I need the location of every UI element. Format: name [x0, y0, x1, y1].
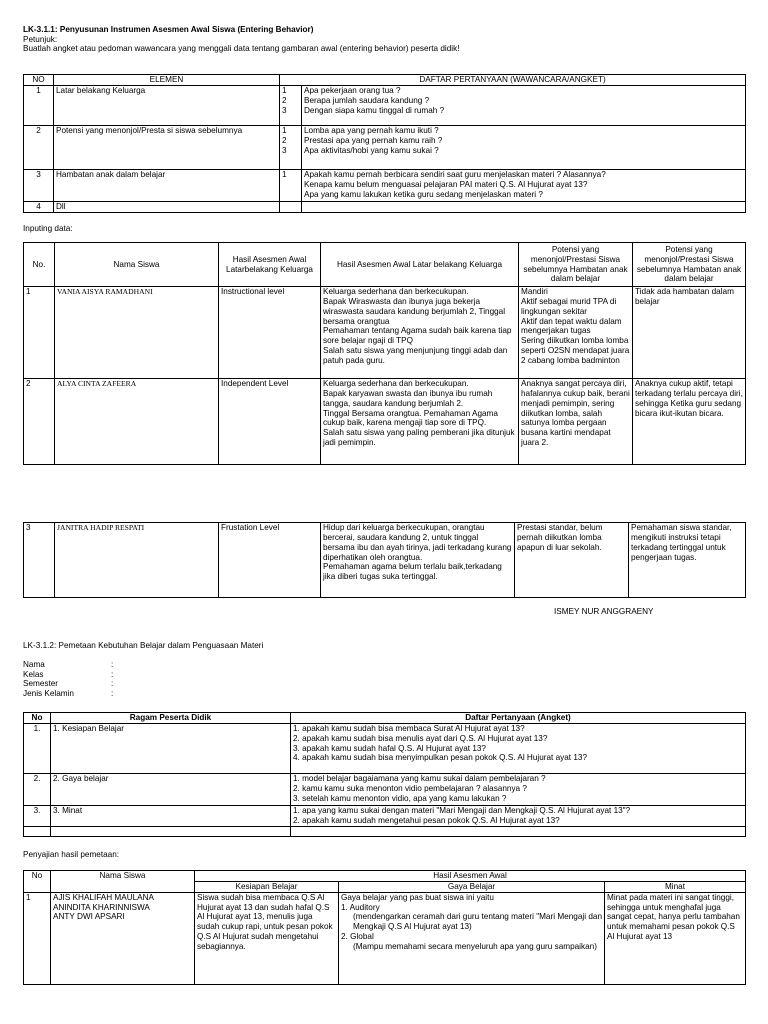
field-sep: : — [111, 688, 114, 698]
item-number: 3 — [282, 145, 287, 155]
header-gaya: Gaya Belajar — [339, 881, 605, 892]
question-text: Prestasi apa yang pernah kamu raih ? — [304, 135, 443, 145]
header-nama: Nama Siswa — [55, 243, 219, 287]
question-text: Apa yang kamu lakukan ketika guru sedang menjelaskan materi ? — [304, 189, 543, 199]
row-ragam: 2. Gaya belajar — [51, 773, 291, 805]
question-text: Apa pekerjaan orang tua ? — [304, 85, 401, 95]
header-hasil: Hasil Asesmen Awal — [195, 871, 746, 882]
item-number: 3 — [282, 105, 287, 115]
field-label: Semester — [23, 679, 59, 688]
student-potensi: Mandiri Aktif sebagai murid TPA di lingkungan sekitar Aktif dan tepat waktu dalam mengerjakan tugas Sering diikutkan lomba lomba seperti O2SN mendapat juara 2 cabang lomba badminton — [519, 287, 633, 379]
question-text: 1. apa yang kamu sukai dengan materi "Mari Mengaji dan Mengkaji Q.S. Al Hujurat ayat 13"? — [293, 805, 631, 815]
student-name: ALYA CINTA ZAFEERA — [55, 379, 219, 465]
row-no: 3 — [24, 169, 54, 201]
item-number: 1 — [282, 85, 287, 95]
table-row — [24, 523, 746, 598]
student-hambatan: Tidak ada hambatan dalam belajar — [633, 287, 746, 379]
kesiapan-text: Siswa sudah bisa membaca Q.S Al Hujurat ayat 13 dan sudah hafal Q.S Al Hujurat ayat 13, menulis juga sudah cukup rapi, untuk pesan pokok Q.S Al Hujurat sudah mengetahui sebagiannya. — [195, 892, 339, 984]
header-no: No — [24, 871, 51, 893]
table-row — [24, 773, 746, 805]
header-no: NO — [24, 75, 54, 86]
row-elemen: Latar belakang Keluarga — [54, 85, 280, 125]
hasil-table — [23, 870, 746, 985]
student-level: Independent Level — [219, 379, 321, 465]
row-no: 2 — [24, 125, 54, 169]
question-text: Lomba apa yang pernah kamu ikuti ? — [304, 125, 439, 135]
question-text: Kenapa kamu belum menguasai pelajaran PAI materi Q.S. Al Hujurat ayat 13? — [304, 179, 588, 189]
student-potensi: Anaknya sangat percaya diri, hafalannya cukup baik, berani menjadi pemimpin, sering diikutkan lomba, salah satunya lomba pergaan busana kartini mendapat juara 2. — [519, 379, 633, 465]
table-row — [24, 723, 746, 773]
penyajian-label: Penyajian hasil pemetaan: — [23, 850, 120, 859]
row-no: 1 — [24, 287, 55, 379]
header-kesiapan: Kesiapan Belajar — [195, 881, 339, 892]
field-label: Kelas — [23, 669, 44, 679]
field-sep: : — [111, 679, 114, 688]
row-elemen: Potensi yang menonjol/Presta si siswa sebelumnya — [54, 125, 280, 169]
table-row — [24, 85, 746, 125]
row-no: 2. — [24, 773, 51, 805]
question-text: Apakah kamu pernah berbicara sendiri saat guru menjelaskan materi ? Alasannya? — [304, 169, 606, 179]
question-text: 1. apakah kamu sudah bisa membaca Surat Al Hujurat ayat 13? — [293, 723, 525, 733]
student-latar: Keluarga sederhana dan berkecukupan. Bapak Wiraswasta dan ibunya juga bekerja wiraswasta saudara kandung berjumlah 2, Tinggal bersama orangtua Pemahaman tentang Agama sudah baik karena tiap sore belajar ngaji di TPQ Salah satu siswa yang menjunjung tinggi adab dan patuh pada guru. — [321, 287, 519, 379]
angket-table — [23, 712, 746, 837]
table-row — [24, 287, 746, 379]
table-row — [24, 892, 746, 984]
inputing-label: Inputing data: — [23, 224, 73, 233]
header-potensi: Potensi yang menonjol/Prestasi Siswa sebelumnya Hambatan anak dalam belajar — [519, 243, 633, 287]
student-names: AJIS KHALIFAH MAULANA ANINDITA KHARINNISWA ANTY DWI APSARI — [51, 892, 195, 984]
row-no: 4 — [24, 201, 54, 212]
row-no: 1 — [24, 85, 54, 125]
row-ragam: 1. Kesiapan Belajar — [51, 723, 291, 773]
header-no: No — [24, 713, 51, 724]
section2-title: LK-3.1.2: Pemetaan Kebutuhan Belajar dalam Penguasaan Materi — [23, 641, 264, 650]
header-hasil-awal: Hasil Asesmen Awal Latarbelakang Keluarga — [219, 243, 321, 287]
minat-text: Minat pada materi ini sangat tinggi, sehingga untuk menghafal juga sangat cepat, hanya perlu tambahan untuk memahami pesan pokok Q.S Al Hujurat ayat 13 — [605, 892, 746, 984]
item-number: 1 — [282, 125, 287, 135]
question-text: Dengan siapa kamu tinggal di rumah ? — [304, 105, 445, 115]
gaya-intro: Gaya belajar yang pas buat siswa ini yaitu — [341, 892, 494, 902]
header-elemen: ELEMEN — [54, 75, 280, 86]
row-ragam: 3. Minat — [51, 805, 291, 826]
header-no: No. — [24, 243, 55, 287]
question-text: 2. kamu kamu suka menonton vidio pembelajaran ? alasannya ? — [293, 783, 527, 793]
header-potensi-hambatan: Potensi yang menonjol/Prestasi Siswa sebelumnya Hambatan anak dalam belajar — [633, 243, 746, 287]
question-text: 3. apakah kamu sudah hafal Q.S. Al Hujurat ayat 13? — [293, 743, 486, 753]
header-nama: Nama Siswa — [51, 871, 195, 882]
petunjuk-label: Petunjuk: — [23, 35, 58, 44]
item-number: 2 — [282, 95, 287, 105]
field-sep: : — [111, 669, 114, 679]
item-number: 2 — [282, 135, 287, 145]
row-no: 3. — [24, 805, 51, 826]
table-row — [24, 201, 746, 212]
field-sep: : — [111, 660, 114, 669]
student-hambatan: Pemahaman siswa standar, mengikuti instruksi tetapi terkadang tertinggal untuk pengerjaan tugas. — [629, 523, 746, 598]
row-no: 3 — [24, 523, 55, 598]
page-title: LK-3.1.1: Penyusunan Instrumen Asesmen Awal Siswa (Entering Behavior) — [23, 25, 314, 34]
field-label: Jenis Kelamin — [23, 688, 74, 698]
inputing-table-continued — [23, 522, 746, 598]
table-row — [24, 169, 746, 201]
instrument-table — [23, 74, 746, 213]
row-elemen: Hambatan anak dalam belajar — [54, 169, 280, 201]
header-daftar: DAFTAR PERTANYAAN (WAWANCARA/ANGKET) — [280, 75, 746, 86]
student-potensi: Prestasi standar, belum pernah diikutkan lomba apapun di luar sekolah. — [515, 523, 629, 598]
student-latar: Hidup dari keluarga berkecukupan, orangtau bercerai, saudara kandung 2, untuk tinggal bersama ibu dan ayah tirinya, jadi terkadang kurang diperhatikan oleh orangtua. Pemahaman agama belum terlalu baik,terkadang jika diberi tugas suka tertinggal. — [321, 523, 515, 598]
question-text: Berapa jumlah saudara kandung ? — [304, 95, 430, 105]
student-level: Instructional level — [219, 287, 321, 379]
question-text: Apa aktivitas/hobi yang kamu sukai ? — [304, 145, 439, 155]
signature-name: ISMEY NUR ANGGRAENY — [554, 607, 654, 616]
gaya-item-desc: (mendengarkan ceramah dari guru tentang materi "Mari Mengaji dan Mengkaji Q.S Al Hujurat ayat 13) — [353, 912, 602, 932]
row-no: 2 — [24, 379, 55, 465]
header-hasil-latar: Hasil Asesmen Awal Latar belakang Keluarga — [321, 243, 519, 287]
row-no: 1. — [24, 723, 51, 773]
table-row — [24, 125, 746, 169]
item-number: 1 — [282, 169, 287, 179]
table-row — [24, 826, 746, 836]
identity-fields — [23, 660, 143, 698]
header-daftar: Daftar Pertanyaan (Angket) — [291, 713, 746, 724]
row-elemen: Dll — [54, 201, 280, 212]
question-text: 1. model belajar bagaiamana yang kamu sukai dalam pembelajaran ? — [293, 773, 546, 783]
question-text: 2. apakah kamu sudah bisa menulis ayat dari Q.S. Al Hujurat ayat 13? — [293, 733, 548, 743]
student-name: JANITRA HADIP RESPATI — [55, 523, 219, 598]
question-text: 3. setelah kamu menonton vidio, apa yang kamu lakukan ? — [293, 793, 507, 803]
student-name: VANIA AISYA RAMADHANI — [55, 287, 219, 379]
student-hambatan: Anaknya cukup aktif, tetapi terkadang terlalu percaya diri, sehingga Ketika guru sedang bicara ikut-ikutan bicara. — [633, 379, 746, 465]
header-minat: Minat — [605, 881, 746, 892]
question-text: 4. apakah kamu sudah bisa menyimpulkan pesan pokok Q.S. Al Hujurat ayat 13? — [293, 753, 588, 763]
student-level: Frustation Level — [219, 523, 321, 598]
table-row — [24, 379, 746, 465]
row-no: 1 — [24, 892, 51, 984]
field-label: Nama — [23, 660, 45, 669]
table-row — [24, 805, 746, 826]
petunjuk-text: Buatlah angket atau pedoman wawancara yang menggali data tentang gambaran awal (entering behavior) peserta didik! — [23, 44, 460, 53]
gaya-item: 2. Global — [341, 932, 374, 942]
student-latar: Keluarga sederhana dan berkecukupan. Bapak karyawan swasta dan ibunya ibu rumah tangga, saudara kandung berjumlah 2. Tinggal Bersama orangtua. Pemahaman Agama cukup baik, karena mengaji tiap sore di TPQ. Salah satu siswa yang paling pemberani jika ditunjuk jadi pemimpin. — [321, 379, 519, 465]
gaya-item: 1. Auditory — [341, 902, 380, 912]
question-text: 2. apakah kamu sudah mengetahui pesan pokok Q.S. Al Hujurat ayat 13? — [293, 815, 560, 825]
header-ragam: Ragam Peserta Didik — [51, 713, 291, 724]
gaya-item-desc: (Mampu memahami secara menyeluruh apa yang guru sampaikan) — [353, 941, 597, 951]
inputing-table — [23, 242, 746, 465]
